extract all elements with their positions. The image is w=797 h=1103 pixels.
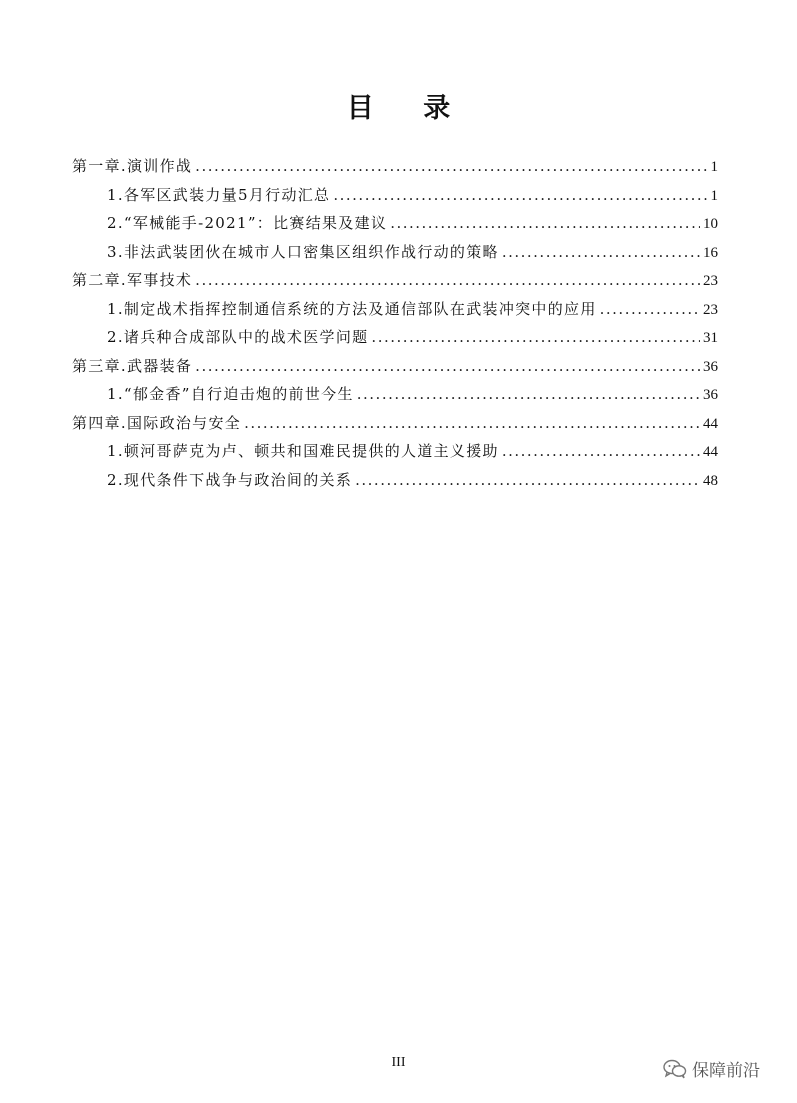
leader-dots	[195, 355, 700, 377]
toc-entry[interactable]	[72, 269, 718, 298]
toc-entry-label: 1.制定战术指挥控制通信系统的方法及通信部队在武装冲突中的应用	[107, 299, 597, 318]
toc-entry[interactable]	[72, 212, 718, 241]
toc-entry-page: 36	[703, 387, 718, 403]
toc-title: 目 录	[346, 93, 471, 124]
toc-entry-page: 36	[703, 358, 718, 375]
table-of-contents	[72, 155, 718, 497]
toc-entry[interactable]	[72, 412, 718, 441]
leader-dots	[333, 184, 707, 206]
leader-dots	[390, 212, 700, 234]
toc-entry[interactable]	[72, 298, 718, 327]
toc-entry-label: 3.非法武装团伙在城市人口密集区组织作战行动的策略	[107, 242, 499, 261]
toc-entry-label: 第四章.国际政治与安全	[72, 413, 242, 432]
page-number: III	[391, 1055, 406, 1070]
toc-entry[interactable]	[72, 155, 718, 184]
toc-entry-label: 2.诸兵种合成部队中的战术医学问题	[107, 328, 369, 346]
toc-entry-page: 16	[703, 244, 718, 261]
toc-entry-page: 44	[703, 444, 718, 460]
toc-entry[interactable]	[72, 184, 718, 213]
toc-entry-page: 23	[703, 273, 718, 289]
toc-entry-label: 2.现代条件下战争与政治间的关系	[107, 470, 353, 489]
leader-dots	[195, 269, 700, 291]
toc-entry-page: 1	[710, 159, 718, 175]
toc-entry[interactable]	[72, 383, 718, 412]
toc-entry-page: 31	[703, 330, 718, 346]
toc-entry-page: 48	[703, 472, 718, 489]
toc-entry-label: 第二章.军事技术	[72, 271, 193, 289]
toc-entry-label: 1.各军区武装力量5月行动汇总	[107, 185, 331, 204]
toc-entry-page: 44	[703, 415, 718, 432]
toc-entry[interactable]	[72, 355, 718, 384]
watermark-text: 保障前沿	[692, 1061, 760, 1081]
leader-dots	[502, 440, 700, 462]
toc-entry-label: 1.顿河哥萨克为卢、顿共和国难民提供的人道主义援助	[107, 442, 499, 460]
toc-entry[interactable]	[72, 469, 718, 498]
leader-dots	[371, 326, 700, 348]
leader-dots	[244, 412, 700, 434]
leader-dots	[195, 155, 707, 177]
toc-entry-page: 23	[703, 301, 718, 318]
toc-entry[interactable]	[72, 440, 718, 469]
toc-entry-label: 第三章.武器装备	[72, 356, 193, 375]
toc-entry-page: 10	[703, 216, 718, 232]
leader-dots	[600, 298, 700, 320]
watermark	[663, 1056, 760, 1081]
toc-entry-label: 第一章.演训作战	[72, 157, 193, 175]
leader-dots	[502, 241, 700, 263]
toc-entry[interactable]	[72, 241, 718, 270]
leader-dots	[355, 469, 700, 491]
toc-entry-page: 1	[710, 187, 718, 204]
leader-dots	[357, 383, 700, 405]
toc-entry[interactable]	[72, 326, 718, 355]
toc-entry-label: 1.“郁金香”自行迫击炮的前世今生	[107, 385, 354, 403]
toc-entry-label: 2.“军械能手-2021”：比赛结果及建议	[107, 214, 388, 232]
wechat-icon	[663, 1059, 687, 1079]
